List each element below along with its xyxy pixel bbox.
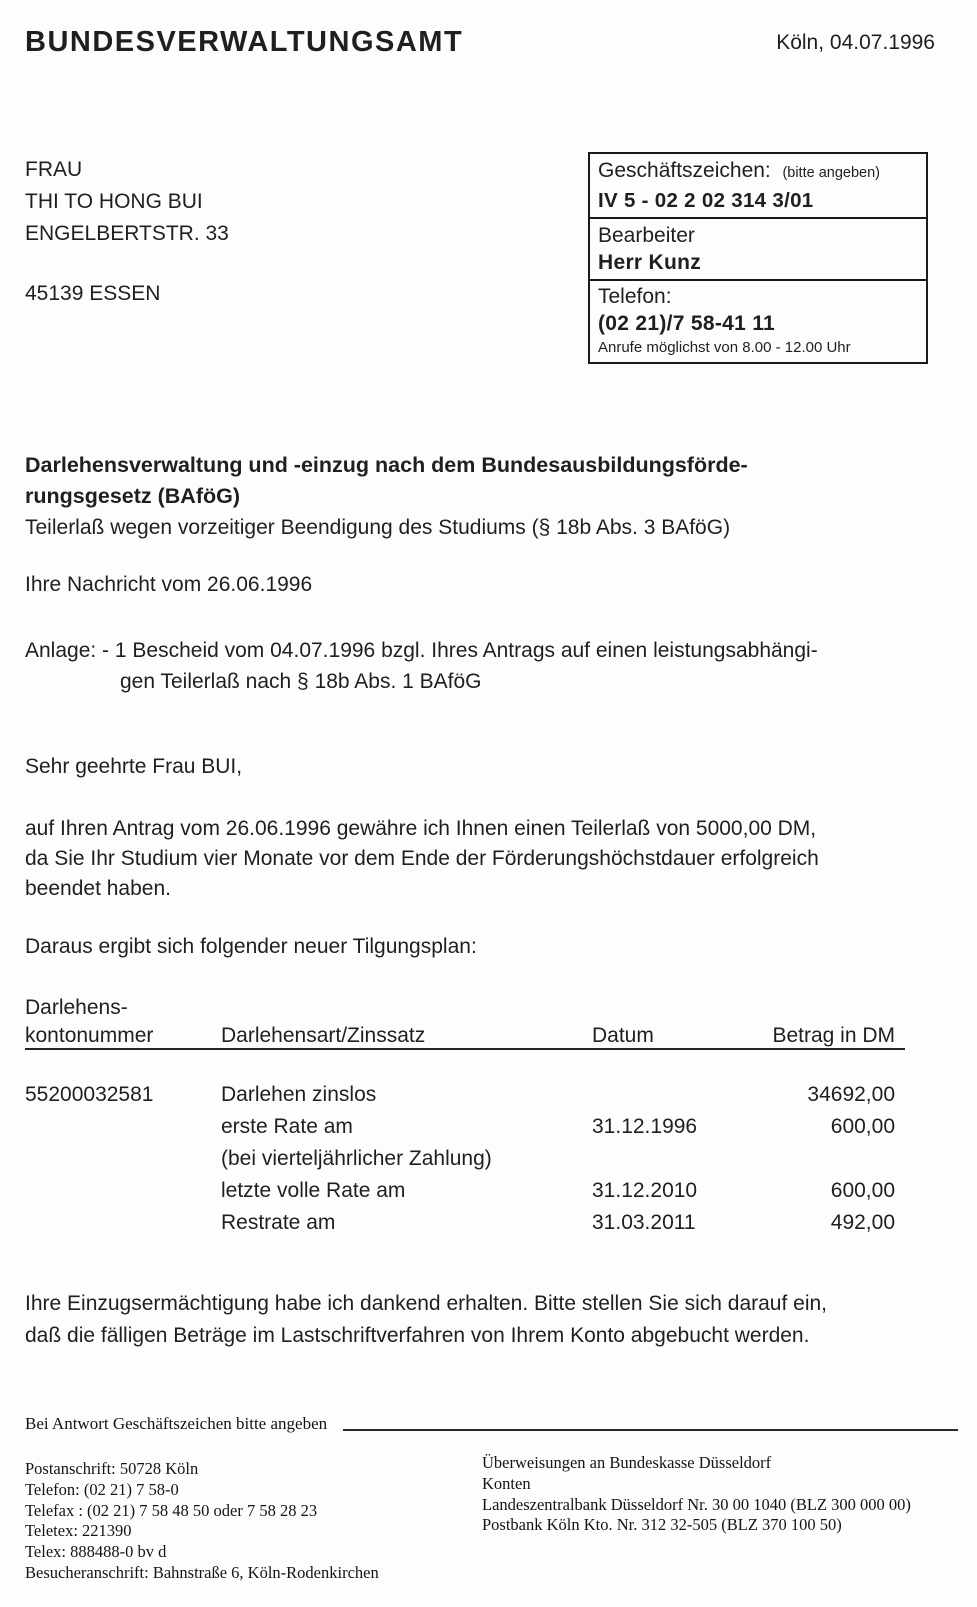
- table-header-amount: Betrag in DM: [772, 1024, 895, 1047]
- table-header-row: [25, 1024, 905, 1050]
- clerk-label: Bearbeiter: [598, 224, 695, 247]
- date-cell: 31.12.2010: [592, 1179, 698, 1202]
- footer-teletex: Teletex: 221390: [25, 1521, 132, 1541]
- reference-note: (bitte angeben): [782, 165, 880, 181]
- amount-cell: 600,00: [830, 1179, 895, 1202]
- phone-number: (02 21)/7 58-41 11: [598, 312, 776, 335]
- subject-bold-line-2: rungsgesetz (BAföG): [25, 484, 240, 508]
- footer-bank-column: [482, 1453, 911, 1536]
- reply-reference-note: Bei Antwort Geschäftszeichen bitte angeben: [25, 1414, 328, 1433]
- amount-cell: 34692,00: [807, 1083, 895, 1106]
- recipient-city: 45139 ESSEN: [25, 282, 161, 305]
- recipient-street: ENGELBERTSTR. 33: [25, 222, 229, 245]
- body-paragraph-1: [25, 814, 819, 904]
- paragraph3-line-2: daß die fälligen Beträge im Lastschriftverfahren von Ihrem Konto abgebucht werden.: [25, 1324, 810, 1347]
- clerk-name: Herr Kunz: [598, 251, 702, 274]
- paragraph1-line-1: auf Ihren Antrag vom 26.06.1996 gewähre ich Ihnen einen Teilerlaß von 5000,00 DM,: [25, 817, 817, 840]
- footer-postbank-account: Postbank Köln Kto. Nr. 312 32-505 (BLZ 370 100 50): [482, 1515, 842, 1535]
- table-header-col1-line1: Darlehens-: [25, 996, 128, 1019]
- subject-block: [25, 450, 748, 543]
- footer-telex: Telex: 888488-0 bv d: [25, 1542, 167, 1562]
- loan-type-cell: Darlehen zinslos: [221, 1083, 377, 1106]
- paragraph3-line-1: Ihre Einzugsermächtigung habe ich dankend erhalten. Bitte stellen Sie sich darauf ein,: [25, 1292, 827, 1315]
- your-message-line: Ihre Nachricht vom 26.06.1996: [25, 573, 313, 596]
- loan-type-cell: letzte volle Rate am: [221, 1179, 406, 1202]
- table-header-loan-type: Darlehensart/Zinssatz: [221, 1024, 426, 1047]
- recipient-name: THI TO HONG BUI: [25, 190, 203, 213]
- amount-cell: 600,00: [830, 1115, 895, 1138]
- amount-cell: 492,00: [830, 1211, 895, 1234]
- phone-section: [590, 279, 926, 362]
- amount-cell: [750, 1143, 895, 1175]
- recipient-salutation-line: FRAU: [25, 158, 83, 181]
- subject-line-3: Teilerlaß wegen vorzeitiger Beendigung des Studiums (§ 18b Abs. 3 BAföG): [25, 516, 731, 539]
- account-number-cell: [25, 1111, 221, 1143]
- date-cell: [592, 1143, 750, 1175]
- place-date: Köln, 04.07.1996: [776, 31, 935, 54]
- repayment-table: [25, 992, 905, 1239]
- clerk-section: [590, 217, 926, 279]
- loan-type-cell: Restrate am: [221, 1211, 336, 1234]
- salutation: Sehr geehrte Frau BUI,: [25, 755, 243, 778]
- footer-telephone: Telefon: (02 21) 7 58-0: [25, 1479, 179, 1499]
- paragraph1-line-3: beendet haben.: [25, 877, 171, 900]
- table-row: [25, 1175, 905, 1207]
- paragraph1-line-2: da Sie Ihr Studium vier Monate vor dem Ende der Förderungshöchstdauer erfolgreich: [25, 847, 819, 870]
- table-row: [25, 1207, 905, 1239]
- closing-paragraph: [25, 1288, 827, 1352]
- footer-visitor-address: Besucheranschrift: Bahnstraße 6, Köln-Rodenkirchen: [25, 1562, 379, 1582]
- footer-postal-address: Postanschrift: 50728 Köln: [25, 1459, 199, 1478]
- table-row: [25, 1111, 905, 1143]
- date-cell: [592, 1079, 750, 1111]
- table-header-account: kontonummer: [25, 1024, 154, 1047]
- organization-title: BUNDESVERWALTUNGSAMT: [25, 26, 464, 58]
- enclosure-line-2: gen Teilerlaß nach § 18b Abs. 1 BAföG: [120, 670, 482, 693]
- table-row: [25, 1079, 905, 1111]
- reference-label: Geschäftszeichen:: [598, 159, 771, 182]
- table-header-date: Datum: [592, 1024, 654, 1047]
- enclosure-line-1: Anlage: - 1 Bescheid vom 04.07.1996 bzgl. Ihres Antrags auf einen leistungsabhängi-: [25, 639, 818, 662]
- reference-label-line: [598, 157, 918, 187]
- loan-type-cell: erste Rate am: [221, 1115, 353, 1138]
- phone-label: Telefon:: [598, 285, 672, 308]
- footer-transfers-line: Überweisungen an Bundeskasse Düsseldorf: [482, 1453, 772, 1472]
- loan-type-cell: (bei vierteljährlicher Zahlung): [221, 1147, 492, 1170]
- phone-availability-note: Anrufe möglichst von 8.00 - 12.00 Uhr: [598, 339, 851, 356]
- date-cell: 31.12.1996: [592, 1115, 698, 1138]
- account-number-cell: [25, 1175, 221, 1207]
- account-number-cell: 55200032581: [25, 1083, 154, 1106]
- account-number-cell: [25, 1143, 221, 1175]
- footer-landeszentralbank-account: Landeszentralbank Düsseldorf Nr. 30 00 1040 (BLZ 300 000 00): [482, 1494, 911, 1514]
- subject-bold-line-1: Darlehensverwaltung und -einzug nach dem Bundesausbildungsförde-: [25, 453, 748, 477]
- footer-accounts-label: Konten: [482, 1473, 531, 1493]
- repayment-plan-intro: Daraus ergibt sich folgender neuer Tilgungsplan:: [25, 935, 477, 958]
- reply-reference-rule: [343, 1429, 958, 1431]
- footer-contact-column: [25, 1459, 379, 1584]
- recipient-address: [25, 154, 229, 310]
- table-body: [25, 1079, 905, 1239]
- reference-value: IV 5 - 02 2 02 314 3/01: [598, 189, 814, 212]
- footer-telefax: Telefax : (02 21) 7 58 48 50 oder 7 58 28 23: [25, 1500, 318, 1520]
- account-number-cell: [25, 1207, 221, 1239]
- reference-section: [590, 154, 926, 217]
- table-row: [25, 1143, 905, 1175]
- reference-box: [588, 152, 928, 364]
- date-cell: 31.03.2011: [592, 1211, 696, 1234]
- reply-reference-row: [25, 1414, 958, 1434]
